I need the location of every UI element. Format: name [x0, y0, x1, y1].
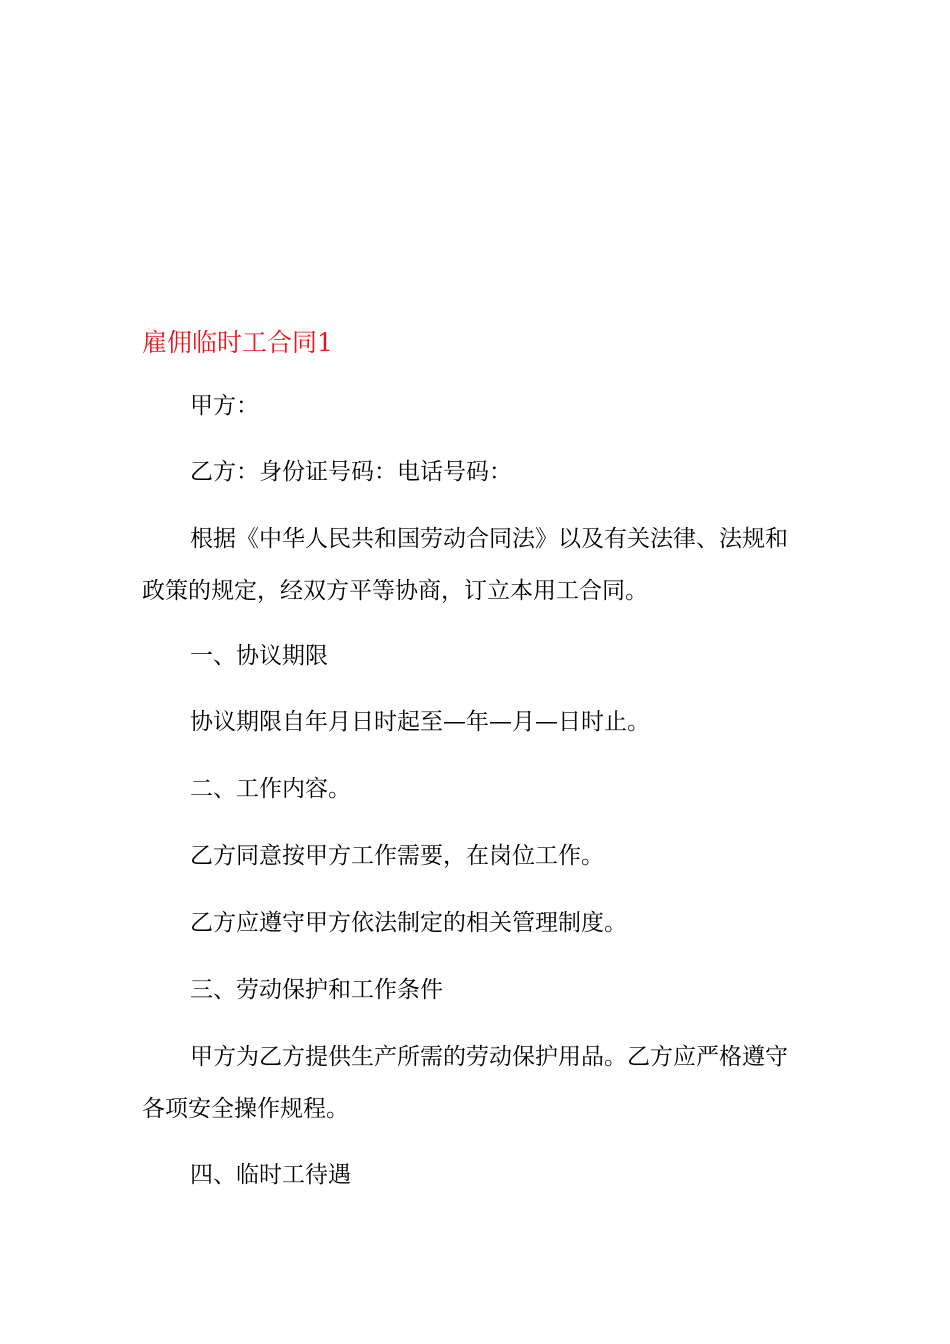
section-heading-work-content: 二、工作内容。	[190, 776, 351, 802]
paragraph-party-a: 甲方：	[190, 393, 259, 419]
paragraph-party-b: 乙方：身份证号码：电话号码：	[190, 459, 512, 485]
section-heading-term: 一、协议期限	[190, 643, 328, 669]
paragraph-protection: 甲方为乙方提供生产所需的劳动保护用品。乙方应严格遵守各项安全操作规程。	[142, 1044, 788, 1122]
section-heading-protection: 三、劳动保护和工作条件	[190, 977, 443, 1003]
paragraph-term: 协议期限自年月日时起至—年—月—日时止。	[190, 709, 650, 735]
document-title: 雇佣临时工合同1	[142, 328, 333, 357]
paragraph-work-assignment: 乙方同意按甲方工作需要，在岗位工作。	[190, 843, 604, 869]
paragraph-rules: 乙方应遵守甲方依法制定的相关管理制度。	[190, 910, 627, 936]
section-heading-benefits: 四、临时工待遇	[190, 1162, 351, 1188]
paragraph-preamble: 根据《中华人民共和国劳动合同法》以及有关法律、法规和政策的规定，经双方平等协商，订立本用工合同。	[142, 526, 788, 604]
